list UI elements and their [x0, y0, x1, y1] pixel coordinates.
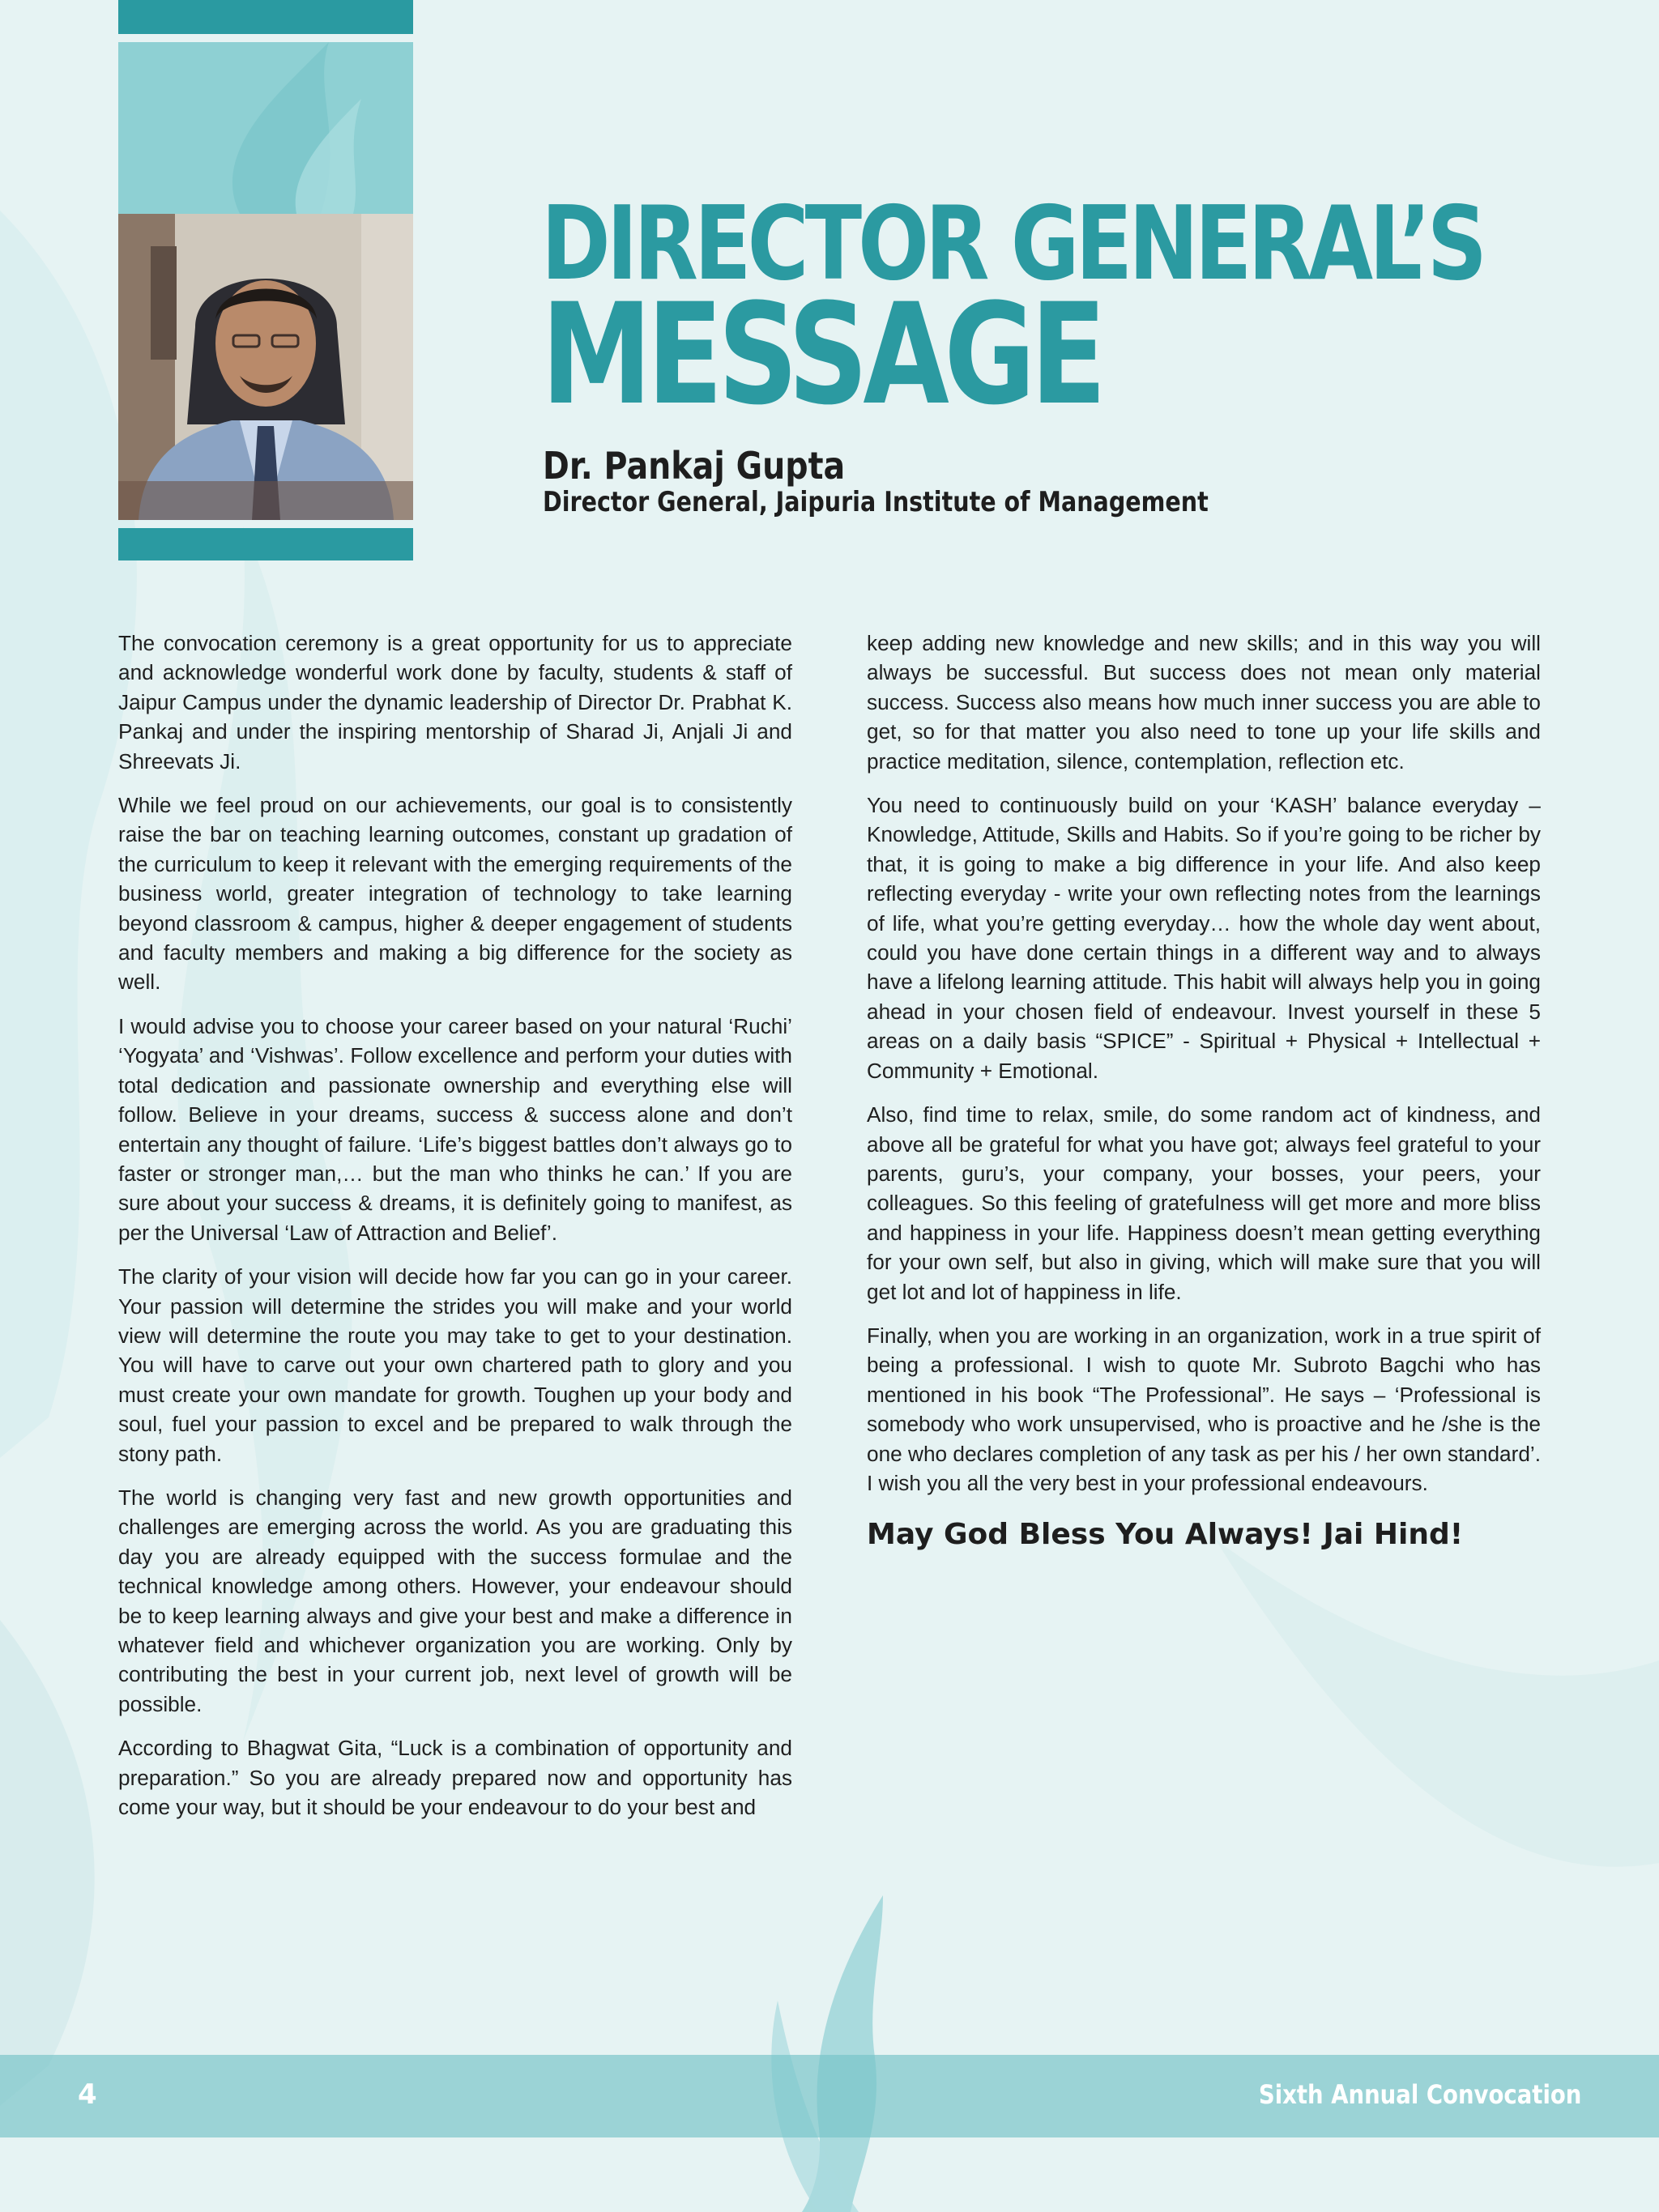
top-accent-bar — [118, 0, 413, 34]
flame-decor-icon — [118, 42, 413, 214]
right-text-column — [867, 629, 1541, 1550]
closing-blessing: May God Bless You Always! Jai Hind! — [867, 1518, 1464, 1552]
paragraph: While we feel proud on our achievements, our goal is to consistently raise the bar on teaching learning outcomes, constant up gradation of the curriculum to keep it relevant with the emerging requirements of the business world, greater integration of technology to take learning beyond classroom & campus, higher & deeper engagement of students and faculty members and making a big difference for the society as well. — [118, 793, 792, 995]
paragraph: I would advise you to choose your career based on your natural ‘Ruchi’ ‘Yogyata’ and ‘Vishwas’. Follow excellence and perform your duties with total dedication and passionate ownership and everything else will follow. Believe in your dreams, success & success alone and don’t entertain any thought of failure. ‘Life’s biggest battles don’t always go to faster or stronger man,… but the man who thinks he can.’ If you are sure about your success & dreams, it is definitely going to manifest, as per the Universal ‘Law of Attraction and Belief’. — [118, 1013, 792, 1245]
footer-title: Sixth Annual Convocation — [1258, 2079, 1581, 2110]
author-role: Director General, Jaipuria Institute of Management — [543, 486, 1209, 518]
paragraph: Also, find time to relax, smile, do some random act of kindness, and above all be grateful for what you have got; always feel grateful to your parents, guru’s, your company, your bosses, your peers, your colleagues. So this feeling of gratefulness will get more and more bliss and happiness in your life. Happiness doesn’t mean getting everything for your own self, but also in giving, which will make sure that you will get lot and lot of happiness in life. — [867, 1102, 1541, 1304]
paragraph: According to Bhagwat Gita, “Luck is a combination of opportunity and preparation.” So you are already prepared now and opportunity has come your way, but it should be your endeavour to do your best and — [118, 1736, 792, 1820]
top-decor-panel — [118, 42, 413, 214]
author-name: Dr. Pankaj Gupta — [543, 444, 846, 488]
page-title-line-1: DIRECTOR GENERAL’S — [541, 184, 1484, 303]
paragraph: The clarity of your vision will decide how far you can go in your career. Your passion will determine the strides you will make and your world view will determine the route you may take to get to your destination. You will have to carve out your own chartered path to glory and you must create your own mandate for growth. Toughen up your body and soul, fuel your passion to excel and be prepared to walk through the stony path. — [118, 1264, 792, 1466]
left-text-column — [118, 629, 792, 1836]
paragraph: The convocation ceremony is a great opportunity for us to appreciate and acknowledge wonderful work done by faculty, students & staff of Jaipur Campus under the dynamic leadership of Director Dr. Prabhat K. Pankaj and under the inspiring mentorship of Sharad Ji, Anjali Ji and Shreevats Ji. — [118, 631, 792, 774]
page-number: 4 — [78, 2078, 97, 2111]
paragraph: You need to continuously build on your ‘KASH’ balance everyday – Knowledge, Attitude, Skills and Habits. So if you’re going to be richer by that, it is going to make a big difference in your life. And also keep reflecting everyday - write your own reflecting notes from the learnings of life, what you’re getting everyday… how the whole day went about, could you have done certain things in a different way and to always have a lifelong learning attitude. This habit will always help you in going ahead in your chosen field of endeavour. Invest yourself in these 5 areas on a daily basis “SPICE” - Spiritual + Physical + Intellectual + Community + Emotional. — [867, 793, 1541, 1083]
paragraph: Finally, when you are working in an organization, work in a true spirit of being a professional. I wish to quote Mr. Subroto Bagchi who has mentioned in his book “The Professional”. He says – ‘Professional is somebody who work unsupervised, who is proactive and he /she is the one who declares completion of any task as per his / her own standard’. I wish you all the very best in your professional endeavours. — [867, 1323, 1541, 1495]
paragraph: keep adding new knowledge and new skills; and in this way you will always be successful. But success does not mean only material success. Success also means how much inner success you are able to get, so for that matter you also need to tone up your life skills and practice meditation, silence, contemplation, reflection etc. — [867, 631, 1541, 774]
director-portrait-photo — [118, 214, 413, 520]
bottom-accent-bar — [118, 528, 413, 560]
page-title-line-2: MESSAGE — [541, 273, 1102, 436]
paragraph: The world is changing very fast and new growth opportunities and challenges are emerging across the world. As you are graduating this day you are already equipped with the success formulae and the technical knowledge among others. However, your endeavour should be to keep learning always and give your best and make a difference in whatever field and whichever organization you are working. Only by contributing the best in your current job, next level of growth will be possible. — [118, 1485, 792, 1716]
